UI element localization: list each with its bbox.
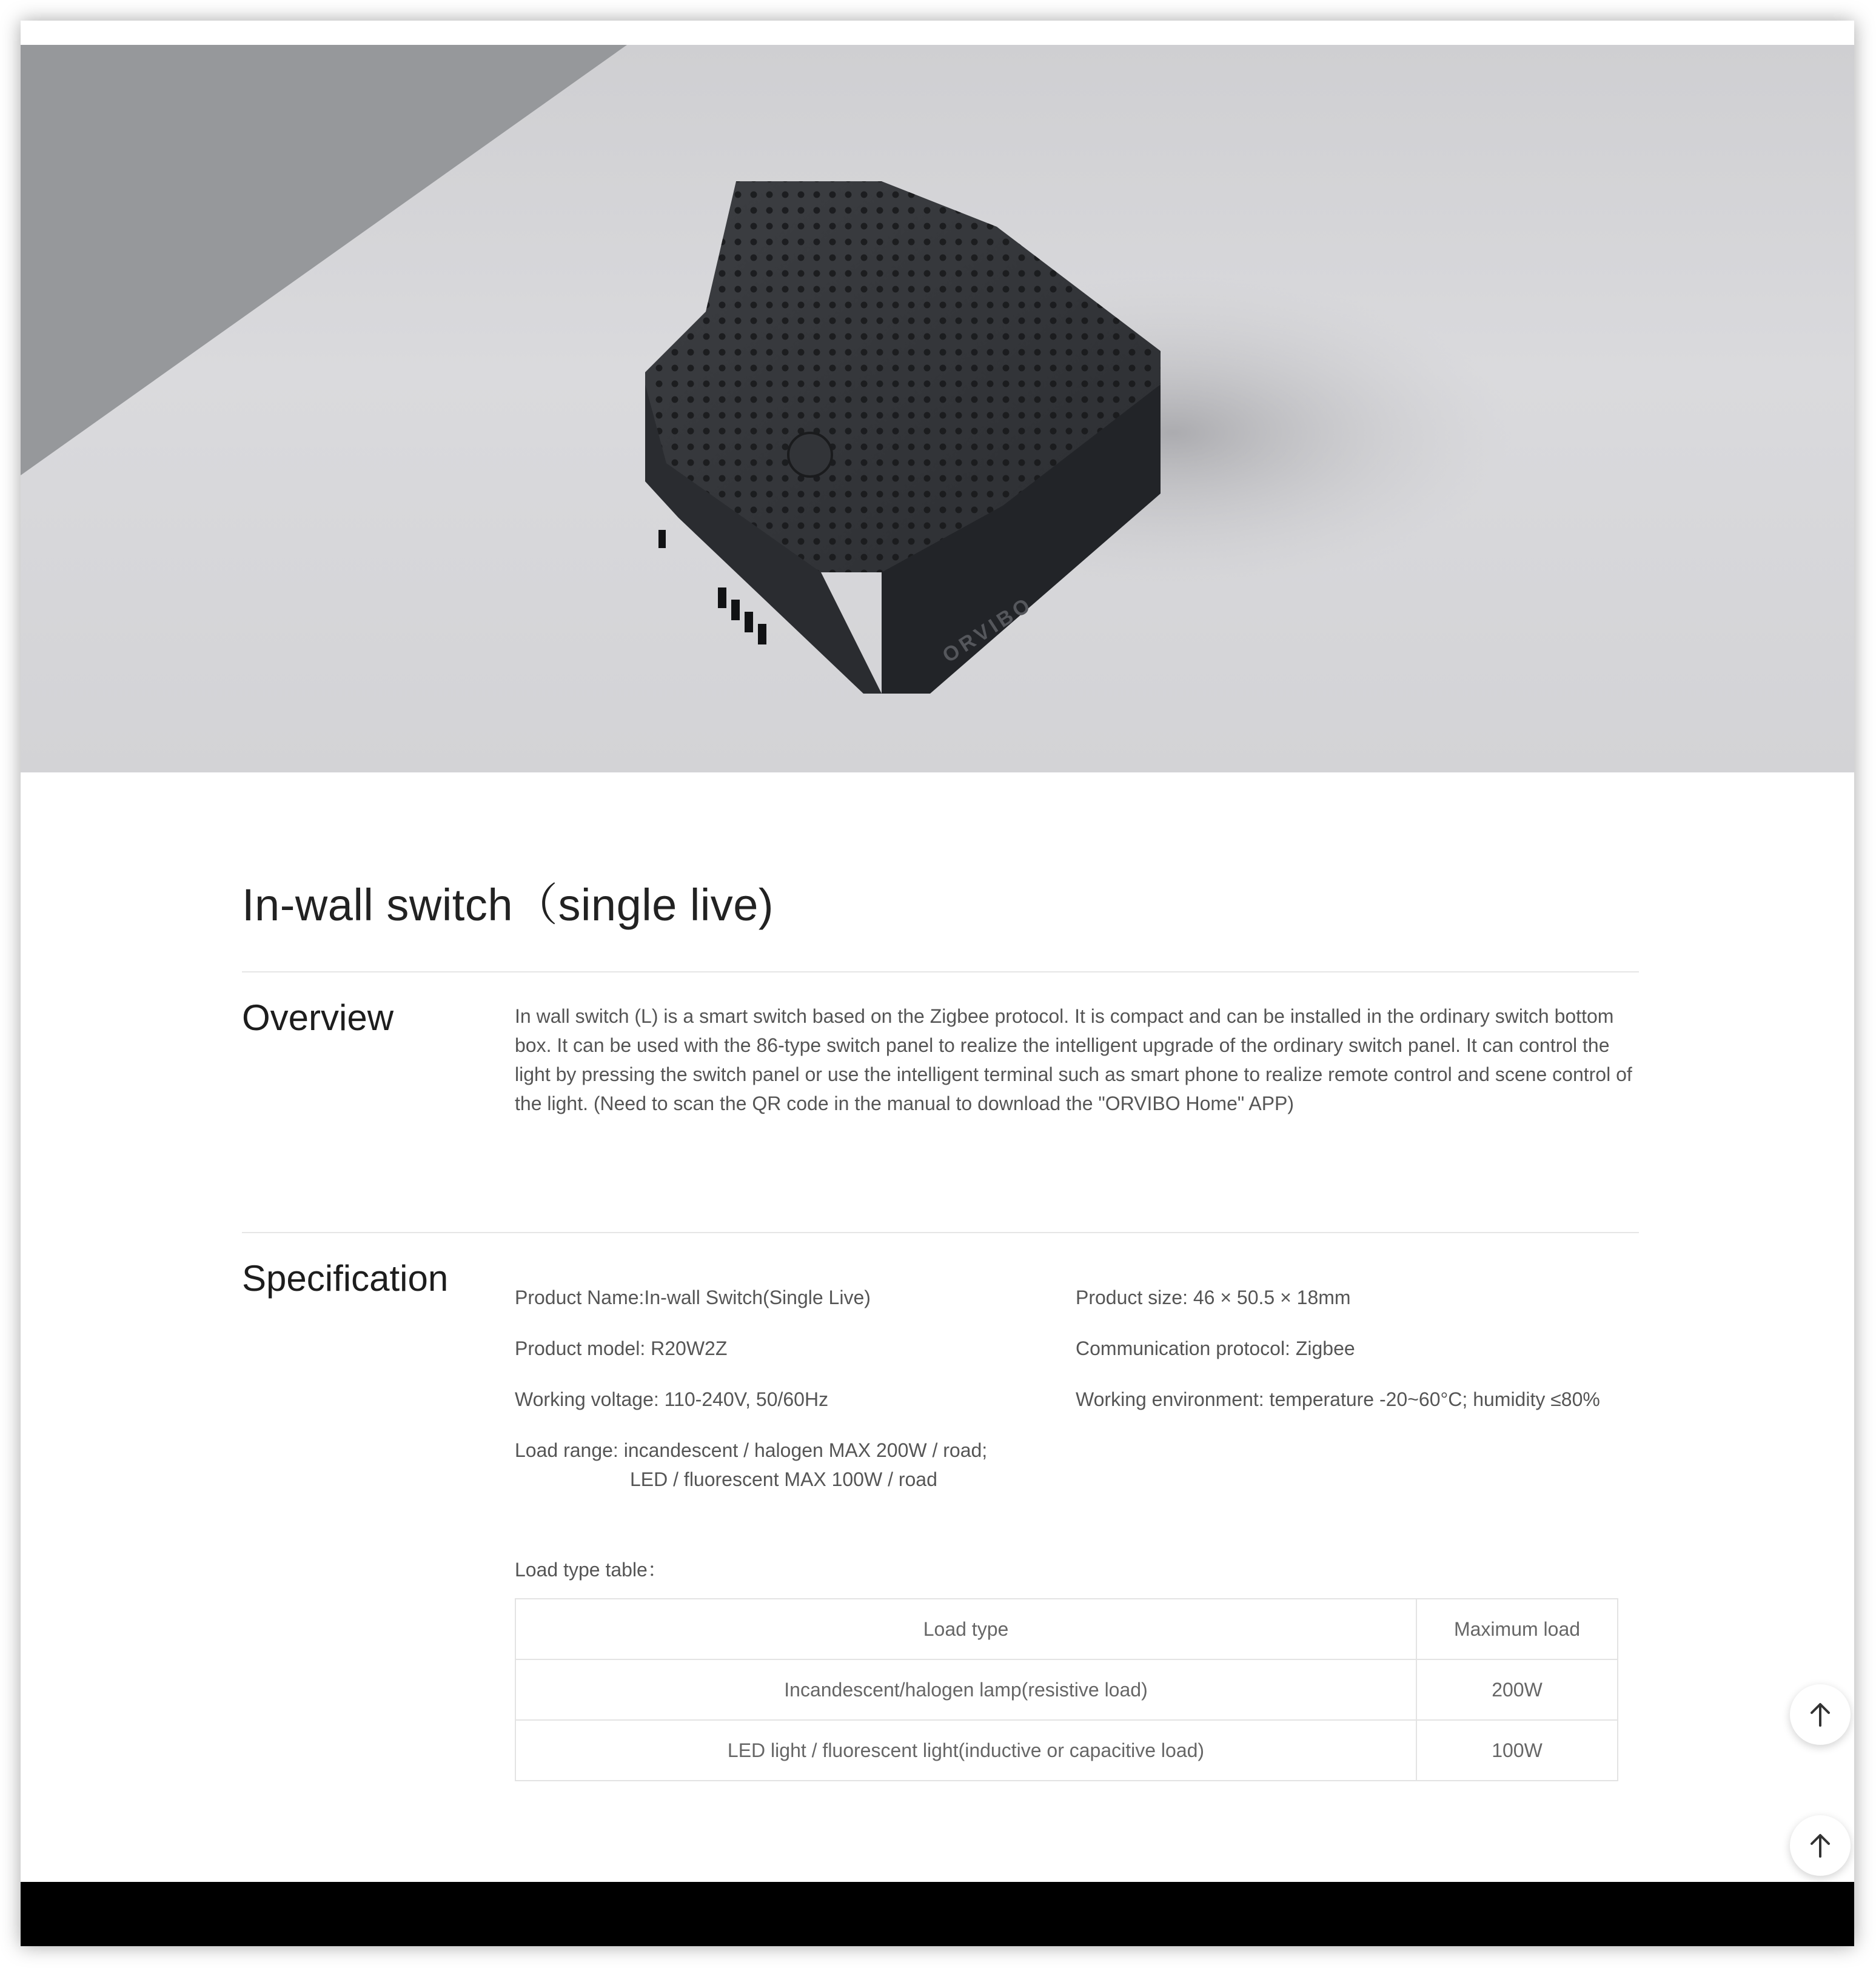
divider (242, 971, 1639, 972)
spec-load-range-line2: LED / fluorescent MAX 100W / road (630, 1468, 937, 1490)
brand-logo-text: ORVIBO (938, 592, 1037, 668)
table-cell: Incandescent/halogen lamp(resistive load) (515, 1659, 1416, 1720)
spec-product-size: Product size: 46 × 50.5 × 18mm (1076, 1287, 1351, 1308)
table-cell: 200W (1416, 1659, 1618, 1720)
arrow-up-icon (1807, 1832, 1834, 1859)
table-cell: 100W (1416, 1720, 1618, 1781)
overview-heading: Overview (242, 997, 394, 1038)
table-row (515, 1659, 1618, 1720)
footer-bar (21, 1882, 1854, 1946)
page-frame (21, 21, 1854, 1946)
spec-product-name: Product Name:In-wall Switch(Single Live) (515, 1287, 871, 1308)
load-table-label: Load type table： (515, 1559, 667, 1581)
device-button (788, 433, 832, 477)
table-cell: LED light / fluorescent light(inductive or capacitive load) (515, 1720, 1416, 1781)
table-header-cell: Maximum load (1416, 1599, 1618, 1659)
table-header-cell: Load type (515, 1599, 1416, 1659)
page-title: In-wall switch（single live) (242, 880, 774, 930)
table-header-row (515, 1599, 1618, 1659)
hero-product-image (21, 45, 1854, 772)
overview-text: In wall switch (L) is a smart switch based on the Zigbee protocol. It is compact and can be installed in the ordinary switch bottom box. It can be used with the 86-type switch panel to realize the intelligent upgrade of the ordinary switch panel. It can control the light by pressing the switch panel or use the intelligent terminal such as smart phone to realize remote control and scene control of the light. (Need to scan the QR code in the manual to download the "ORVIBO Home" APP) (515, 1005, 1632, 1114)
spec-load-range (515, 1436, 987, 1494)
top-strip (21, 21, 1854, 45)
product-photo (21, 45, 1854, 772)
back-to-top-button[interactable] (1790, 1815, 1851, 1876)
load-type-table (515, 1598, 1618, 1781)
specification-heading: Specification (242, 1258, 449, 1299)
arrow-up-icon (1807, 1701, 1834, 1728)
spec-working-environment: Working environment: temperature -20~60°C; humidity ≤80% (1076, 1388, 1600, 1410)
table-row (515, 1720, 1618, 1781)
spec-product-model: Product model: R20W2Z (515, 1337, 728, 1359)
background-shape (21, 45, 627, 475)
spec-load-range-line1: Load range: incandescent / halogen MAX 200W / road; (515, 1439, 988, 1461)
back-to-top-button[interactable] (1790, 1684, 1851, 1745)
spec-communication-protocol: Communication protocol: Zigbee (1076, 1337, 1355, 1359)
divider (242, 1232, 1639, 1233)
spec-working-voltage: Working voltage: 110-240V, 50/60Hz (515, 1388, 829, 1410)
